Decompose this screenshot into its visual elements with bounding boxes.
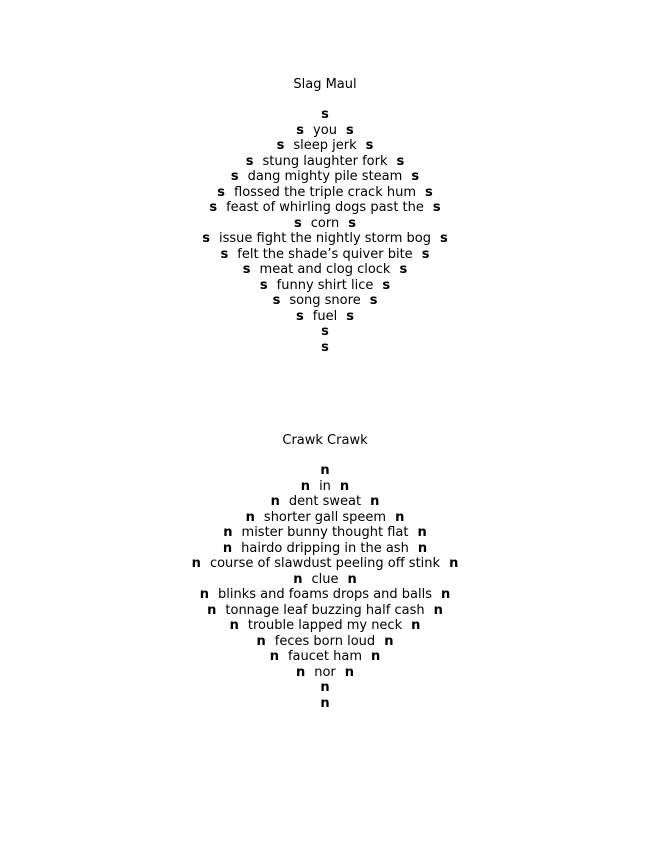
line-mark: n bbox=[256, 633, 266, 649]
line-mark: n bbox=[229, 618, 239, 633]
line-mark: n bbox=[207, 602, 217, 618]
poem-line bbox=[0, 200, 650, 216]
poem-line bbox=[0, 618, 650, 634]
poem-line bbox=[0, 293, 650, 309]
line-mark: s bbox=[294, 215, 302, 231]
line-mark: n bbox=[347, 571, 357, 587]
line-mark: s bbox=[439, 231, 448, 246]
line-mark: n bbox=[222, 540, 233, 556]
line-mark: n bbox=[370, 494, 380, 509]
line-mark: n bbox=[395, 509, 405, 525]
line-mark: s bbox=[296, 122, 305, 138]
poem-line bbox=[0, 556, 650, 572]
poem-line bbox=[0, 123, 650, 139]
line-mark: s bbox=[321, 324, 329, 339]
line-mark: n bbox=[433, 602, 443, 618]
line-mark: s bbox=[382, 277, 391, 293]
line-mark: n bbox=[191, 556, 201, 571]
poem-line bbox=[0, 169, 650, 185]
poem-lines bbox=[0, 463, 650, 711]
line-mark: n bbox=[417, 525, 427, 540]
line-mark: s bbox=[396, 153, 405, 169]
line-mark: s bbox=[242, 262, 251, 277]
line-text: nor bbox=[314, 664, 336, 680]
line-mark: s bbox=[369, 293, 378, 308]
line-mark: s bbox=[276, 138, 285, 153]
line-mark: n bbox=[295, 664, 306, 680]
line-mark: s bbox=[202, 231, 210, 246]
poem-lines bbox=[0, 107, 650, 355]
line-text: meat and clog clock bbox=[259, 262, 391, 277]
poem-title: Crawk Crawk bbox=[282, 433, 368, 448]
line-mark: s bbox=[230, 169, 239, 184]
line-mark: s bbox=[346, 308, 354, 324]
line-text: fuel bbox=[312, 308, 338, 324]
line-mark: s bbox=[259, 277, 268, 293]
line-mark: s bbox=[399, 262, 408, 277]
line-text: song snore bbox=[289, 293, 361, 308]
line-mark: n bbox=[411, 618, 421, 633]
line-text: hairdo dripping in the ash bbox=[241, 540, 409, 556]
poem-line bbox=[0, 510, 650, 526]
line-mark: s bbox=[365, 138, 374, 153]
line-mark: s bbox=[425, 184, 433, 200]
line-text: mister bunny thought flat bbox=[241, 525, 409, 540]
poem-line bbox=[0, 494, 650, 510]
poem-line bbox=[0, 479, 650, 495]
poem-crawk-crawk bbox=[0, 432, 650, 711]
line-mark: s bbox=[321, 107, 329, 122]
line-mark: s bbox=[432, 200, 441, 215]
line-mark: n bbox=[300, 478, 311, 494]
line-text: stung laughter fork bbox=[262, 153, 388, 169]
poem-line bbox=[0, 665, 650, 681]
poem-line bbox=[0, 185, 650, 201]
line-text: feast of whirling dogs past the bbox=[226, 200, 424, 215]
line-mark: s bbox=[321, 339, 329, 355]
poem-line bbox=[0, 154, 650, 170]
poem-line bbox=[0, 649, 650, 665]
poem-title: Slag Maul bbox=[293, 77, 357, 92]
poem-line bbox=[0, 216, 650, 232]
line-text: tonnage leaf buzzing half cash bbox=[225, 602, 425, 618]
poem-line bbox=[0, 587, 650, 603]
poem-line bbox=[0, 324, 650, 340]
poem-line bbox=[0, 309, 650, 325]
line-text: feces born loud bbox=[274, 633, 376, 649]
line-mark: n bbox=[269, 649, 279, 664]
line-text: trouble lapped my neck bbox=[247, 618, 403, 633]
line-mark: n bbox=[371, 649, 381, 664]
line-text: corn bbox=[310, 215, 340, 231]
line-mark: s bbox=[245, 153, 254, 169]
line-text: issue fight the nightly storm bog bbox=[219, 231, 431, 246]
line-mark: s bbox=[272, 293, 281, 308]
line-mark: s bbox=[348, 215, 356, 231]
line-text: dang mighty pile steam bbox=[247, 169, 403, 184]
line-mark: s bbox=[209, 200, 218, 215]
line-text: shorter gall speem bbox=[263, 509, 387, 525]
poem-line bbox=[0, 247, 650, 263]
line-mark: n bbox=[449, 556, 459, 571]
line-mark: s bbox=[421, 246, 430, 262]
line-mark: n bbox=[320, 695, 330, 711]
line-mark: n bbox=[339, 478, 350, 494]
line-mark: s bbox=[411, 169, 420, 184]
line-text: felt the shade’s quiver bite bbox=[237, 246, 413, 262]
poem-line bbox=[0, 525, 650, 541]
line-mark: s bbox=[296, 308, 304, 324]
line-text: sleep jerk bbox=[293, 138, 357, 153]
poem-line bbox=[0, 603, 650, 619]
line-mark: s bbox=[217, 184, 225, 200]
line-text: flossed the triple crack hum bbox=[234, 184, 416, 200]
poem-line bbox=[0, 340, 650, 356]
line-mark: n bbox=[320, 680, 330, 695]
line-mark: s bbox=[220, 246, 229, 262]
line-text: blinks and foams drops and balls bbox=[217, 587, 433, 602]
line-mark: n bbox=[441, 587, 451, 602]
line-text: course of slawdust peeling off stink bbox=[209, 556, 441, 571]
line-mark: s bbox=[345, 122, 354, 138]
line-mark: n bbox=[245, 509, 255, 525]
poem-line bbox=[0, 463, 650, 479]
line-mark: n bbox=[199, 587, 209, 602]
line-text: clue bbox=[311, 571, 339, 587]
poem-line bbox=[0, 262, 650, 278]
poem-line bbox=[0, 278, 650, 294]
line-mark: n bbox=[293, 571, 303, 587]
line-text: you bbox=[313, 122, 337, 138]
poem-line bbox=[0, 541, 650, 557]
line-text: faucet ham bbox=[287, 649, 363, 664]
poem-line bbox=[0, 107, 650, 123]
line-mark: n bbox=[320, 463, 330, 478]
poem-line bbox=[0, 680, 650, 696]
line-mark: n bbox=[223, 525, 233, 540]
line-mark: n bbox=[384, 633, 394, 649]
line-mark: n bbox=[270, 494, 280, 509]
poem-line bbox=[0, 138, 650, 154]
line-mark: n bbox=[344, 664, 355, 680]
line-text: funny shirt lice bbox=[276, 277, 374, 293]
line-mark: n bbox=[417, 540, 428, 556]
line-text: in bbox=[319, 478, 331, 494]
line-text: dent sweat bbox=[288, 494, 362, 509]
poem-line bbox=[0, 231, 650, 247]
poem-line bbox=[0, 696, 650, 712]
poem-line bbox=[0, 634, 650, 650]
poem-line bbox=[0, 572, 650, 588]
poem-slag-maul bbox=[0, 76, 650, 355]
